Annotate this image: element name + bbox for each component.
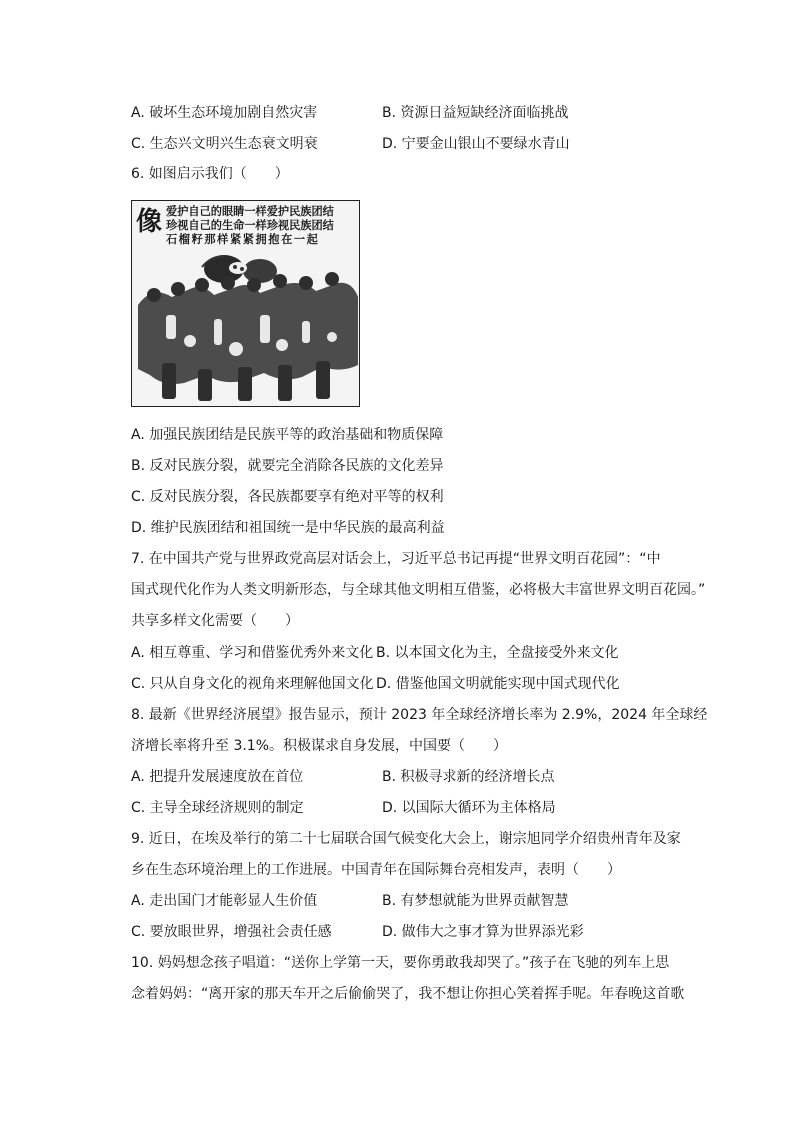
q6-stem: 6. 如图启示我们（ ） [131, 166, 289, 182]
q7-option-d: D. 借鉴他国文明就能实现中国式现代化 [376, 676, 620, 692]
figure-crowd-artwork [132, 245, 360, 407]
q10-stem-line-1: 10. 妈妈想念孩子唱道：“送你上学第一天，要你勇敢我却哭了。”孩子在飞驰的列车上思 [131, 955, 670, 971]
q6-option-b: B. 反对民族分裂，就要完全消除各民族的文化差异 [131, 458, 444, 474]
q7-option-a: A. 相互尊重、学习和借鉴优秀外来文化 [131, 645, 374, 661]
q6-illustration [131, 200, 360, 407]
q9-option-d: D. 做伟大之事才算为世界添光彩 [382, 924, 584, 940]
q5-option-d: D. 宁要金山银山不要绿水青山 [382, 136, 570, 152]
q8-stem-line-2: 济增长率将升至 3.1%。积极谋求自身发展，中国要（ ） [131, 738, 508, 754]
q7-stem-line-1: 7. 在中国共产党与世界政党高层对话会上，习近平总书记再提“世界文明百花园”：“中 [131, 551, 661, 567]
figure-slogan-line-2: 珍视自己的生命一样珍视民族团结 [166, 218, 334, 232]
q9-stem-line-1: 9. 近日，在埃及举行的第二十七届联合国气候变化大会上，谢宗旭同学介绍贵州青年及家 [131, 831, 681, 847]
q6-option-d: D. 维护民族团结和祖国统一是中华民族的最高利益 [131, 520, 445, 536]
q5-option-b: B. 资源日益短缺经济面临挑战 [382, 105, 569, 121]
q5-option-c: C. 生态兴文明兴生态衰文明衰 [131, 136, 318, 152]
q6-option-a: A. 加强民族团结是民族平等的政治基础和物质保障 [131, 427, 444, 443]
q7-stem-line-3: 共享多样文化需要（ ） [131, 613, 299, 629]
q7-stem-line-2: 国式现代化作为人类文明新形态，与全球其他文明相互借鉴，必将极大丰富世界文明百花园。” [131, 582, 706, 598]
pomegranate-graphic [202, 255, 277, 283]
q10-stem-line-2: 念着妈妈：“离开家的那天车开之后偷偷哭了，我不想让你担心笑着挥手呢。年春晚这首歌 [131, 986, 685, 1002]
q8-option-d: D. 以国际大循环为主体格局 [382, 800, 556, 816]
q9-option-b: B. 有梦想就能为世界贡献智慧 [382, 893, 569, 909]
figure-slogan-line-1: 爱护自己的眼睛一样爱护民族团结 [166, 204, 334, 218]
figure-slogan-line-3: 石榴籽那样紧紧拥抱在一起 [166, 232, 320, 246]
q7-option-c: C. 只从自身文化的视角来理解他国文化 [131, 676, 374, 692]
q8-option-c: C. 主导全球经济规则的制定 [131, 800, 304, 816]
figure-big-character: 像 [136, 207, 163, 237]
q6-option-c: C. 反对民族分裂，各民族都要享有绝对平等的权利 [131, 489, 444, 505]
q9-option-c: C. 要放眼世界，增强社会责任感 [131, 924, 332, 940]
q9-stem-line-2: 乡在生态环境治理上的工作进展。中国青年在国际舞台亮相发声，表明（ ） [131, 862, 621, 878]
q5-option-a: A. 破坏生态环境加剧自然灾害 [131, 105, 318, 121]
q8-option-b: B. 积极寻求新的经济增长点 [382, 769, 555, 785]
q8-stem-line-1: 8. 最新《世界经济展望》报告显示，预计 2023 年全球经济增长率为 2.9%，2024 年全球经 [131, 707, 708, 723]
q8-option-a: A. 把提升发展速度放在首位 [131, 769, 304, 785]
q9-option-a: A. 走出国门才能彰显人生价值 [131, 893, 318, 909]
q7-option-b: B. 以本国文化为主，全盘接受外来文化 [376, 645, 619, 661]
